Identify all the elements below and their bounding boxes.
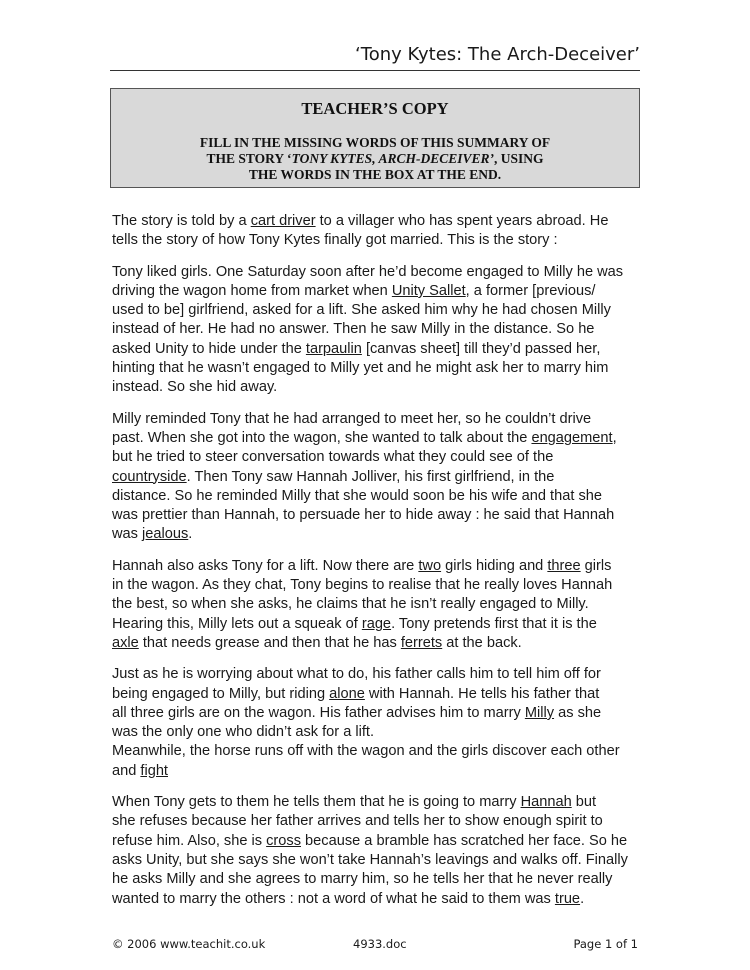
header-rule [110,70,640,71]
text-segment: . Tony pretends first that it is the [391,615,597,632]
text-line [112,468,652,487]
text-segment: instead. So she hid away. [112,379,278,396]
text-line [112,448,652,467]
text-line [112,301,652,320]
text-line [112,429,652,448]
text-line [112,231,652,250]
document-title: ‘Tony Kytes: The Arch-Deceiver’ [355,44,640,65]
footer-filename: 4933.doc [353,937,407,951]
text-line [112,665,652,684]
text-segment: . [580,890,585,907]
summary-body [112,212,652,921]
text-segment: Hearing this, Milly lets out a squeak of [112,615,362,632]
text-segment: he asks Milly and she agrees to marry him, so he tells her that he never really [112,871,613,888]
text-line [112,525,652,544]
text-line [112,212,652,231]
answer-word: Milly [524,704,555,721]
instruction-line [111,151,639,167]
answer-word: ferrets [400,634,443,651]
text-line [112,685,652,704]
answer-word: engagement [531,429,613,446]
text-segment: instead of her. He had no answer. Then he saw Milly in the distance. So he [112,321,595,338]
story-title: TONY KYTES, ARCH-DECEIVER’ [291,151,494,166]
text-segment: . [188,526,193,543]
text-segment: When Tony gets to them he tells them that he is going to marry [112,794,521,811]
text-segment: being engaged to Milly, but riding [112,685,330,702]
text-segment: all three girls are on the wagon. His father advises him to marry [112,704,525,721]
text-segment: girls hiding and [441,557,548,574]
text-line [112,320,652,339]
text-segment: in the wagon. As they chat, Tony begins to realise that he really loves Hannah [112,577,613,594]
text-segment: , [612,429,617,446]
text-segment: the best, so when she asks, he claims that he isn’t really engaged to Milly. [112,596,589,613]
paragraph [112,557,652,653]
text-line [112,793,652,812]
answer-word: three [547,557,581,574]
text-line [112,410,652,429]
text-line [112,704,652,723]
text-segment: but he tried to steer conversation towards what they could see of the [112,449,554,466]
answer-word: rage [361,615,392,632]
text-segment: past. When she got into the wagon, she wanted to talk about the [112,429,532,446]
text-line [112,576,652,595]
text-segment: at the back. [442,634,522,651]
text-line [112,762,652,781]
text-line [112,378,652,397]
text-line [112,851,652,870]
text-segment: , a former [previous/ [465,282,596,299]
text-line [112,890,652,909]
text-segment: was [112,526,143,543]
answer-word: true [554,890,581,907]
text-segment: asked Unity to hide under the [112,340,306,357]
text-segment: to a villager who has spent years abroad. He [315,213,609,229]
text-line [112,595,652,614]
text-segment: distance. So he reminded Milly that she would soon be his wife and that she [112,487,602,504]
footer-copyright: © 2006 www.teachit.co.uk [112,937,266,951]
text-line [112,634,652,653]
text-segment: . Then Tony saw Hannah Jolliver, his first girlfriend, in the [186,468,555,485]
text-line [112,506,652,525]
footer-page: Page 1 of 1 [573,937,638,951]
paragraph [112,212,652,251]
text-line [112,723,652,742]
answer-word: fight [140,762,168,779]
answer-word: Hannah [520,794,572,811]
text-segment: Tony liked girls. One Saturday soon after he’d become engaged to Milly he was [112,263,624,280]
answer-word: two [418,557,442,574]
text-segment: asks Unity, but she says she won’t take Hannah’s leavings and walks off. Finally [112,851,628,868]
text-line [112,263,652,282]
text-line [112,487,652,506]
paragraph [112,793,652,909]
text-segment: and [112,762,141,779]
answer-word: tarpaulin [305,340,362,357]
text-segment: The story is told by a [112,213,251,229]
answer-word: cart driver [250,213,316,229]
answer-word: Unity Sallet [391,282,466,299]
text-line [112,282,652,301]
answer-word: jealous [142,526,189,543]
text-segment: [canvas sheet] till they’d passed her, [361,340,601,357]
text-line [112,359,652,378]
answer-word: cross [266,832,301,849]
text-line [112,832,652,851]
instruction-text: THE STORY ‘ [206,151,292,166]
text-segment: Milly reminded Tony that he had arranged to meet her, so he couldn’t drive [112,410,592,427]
text-line [112,340,652,359]
answer-word: axle [112,634,139,651]
text-segment: driving the wagon home from market when [112,282,392,299]
text-segment: wanted to marry the others : not a word of what he said to them was [112,890,555,907]
text-line [112,557,652,576]
text-segment: girls [580,557,612,574]
answer-word: alone [329,685,365,702]
box-heading: TEACHER’S COPY [301,99,449,118]
instructions-box [110,88,640,188]
text-segment: but [571,794,597,811]
text-segment: because a bramble has scratched her face. So he [301,832,628,849]
answer-word: countryside [112,468,187,485]
text-segment: tells the story of how Tony Kytes finally got married. This is the story : [112,232,558,249]
instruction-line: THE WORDS IN THE BOX AT THE END. [248,167,502,182]
instruction-text: , USING [493,151,544,166]
box-instructions [111,135,639,183]
text-segment: Hannah also asks Tony for a lift. Now there are [112,557,419,574]
text-segment: with Hannah. He tells his father that [364,685,600,702]
text-segment: was the only one who didn’t ask for a lift. [112,724,375,741]
instruction-line: FILL IN THE MISSING WORDS OF THIS SUMMARY OF [199,135,551,150]
text-segment: she refuses because her father arrives and tells her to show enough spirit to [112,813,603,830]
text-line [112,812,652,831]
paragraph [112,665,652,781]
text-line [112,615,652,634]
text-segment: Just as he is worrying about what to do, his father calls him to tell him off for [112,666,601,683]
text-segment: refuse him. Also, she is [112,832,267,849]
text-segment: as she [554,704,602,721]
text-segment: used to be] girlfriend, asked for a lift. She asked him why he had chosen Milly [112,302,611,319]
text-line [112,742,652,761]
text-segment: that needs grease and then that he has [138,634,401,651]
paragraph [112,410,652,545]
text-segment: was prettier than Hannah, to persuade her to hide away : he said that Hannah [112,507,615,524]
text-segment: hinting that he wasn’t engaged to Milly yet and he might ask her to marry him [112,360,609,377]
text-segment: Meanwhile, the horse runs off with the wagon and the girls discover each other [112,743,620,760]
paragraph [112,263,652,398]
text-line [112,870,652,889]
